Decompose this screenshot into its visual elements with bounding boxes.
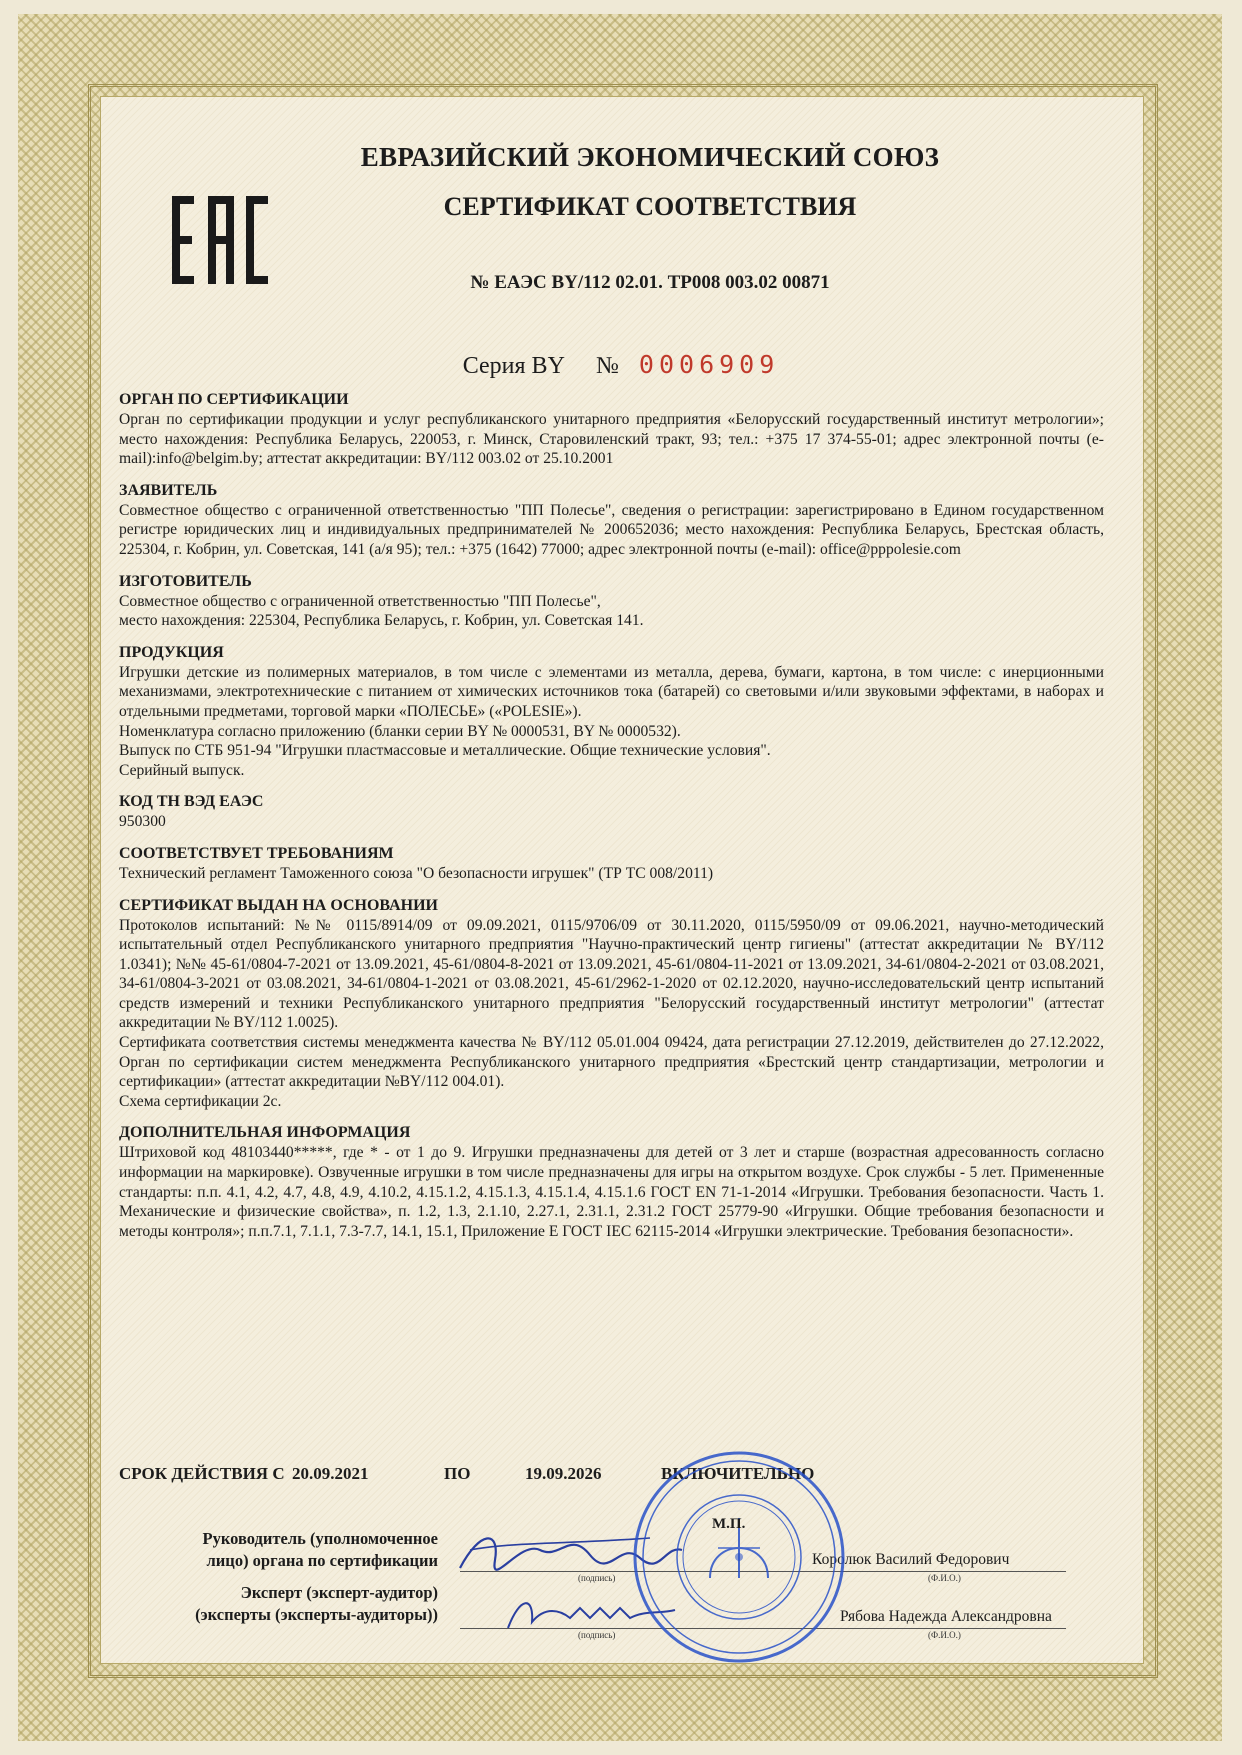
- union-title: ЕВРАЗИЙСКИЙ ЭКОНОМИЧЕСКИЙ СОЮЗ: [360, 142, 940, 172]
- expert-label-line1: Эксперт (эксперт-аудитор): [240, 1583, 438, 1602]
- certificate-content: [119, 390, 1104, 1253]
- section-text: Сертификата соответствия системы менеджмента качества № BY/112 05.01.004 09424, дата регистрации 27.12.2019, действителен до 27.12.2022, Орган по сертификации систем менеджмента Республиканского унитарного предприятия «Брестский центр стандартизации, метрологии и сертификации» (аттестат аккредитации №BY/112 004.01).: [119, 1034, 1104, 1091]
- head-label: [120, 1528, 438, 1572]
- section-text: Штриховой код 48103440*****, где * - от 1 до 9. Игрушки предназначены для детей от 3 лет и старше (возрастная адресованность согласно информации на маркировке). Озвученные игрушки в том числе предназначены для игры на открытом воздухе. Срок службы - 5 лет. Примененные стандарты: п.п. 4.1, 4.2, 4.7, 4.8, 4.9, 4.10.2, 4.15.1.2, 4.15.1.3, 4.15.1.4, 4.15.1.6 ГОСТ EN 71-1-2014 «Игрушки. Требования безопасности. Часть 1. Механические и физические свойства», п. 1.2, 1.3, 2.1.10, 2.27.1, 2.31.1, 2.31.2 ГОСТ 25779-90 «Игрушки. Общие требования безопасности и методы контроля»; п.п.7.1, 7.1.1, 7.3-7.7, 14.1, 15.1, Приложение Е ГОСТ IEC 62115-2014 «Игрушки электрические. Требования безопасности».: [119, 1144, 1104, 1240]
- section-title: ОРГАН ПО СЕРТИФИКАЦИИ: [119, 391, 349, 408]
- section-requirements: [119, 844, 1104, 884]
- sign-caption: (подпись): [578, 1630, 616, 1640]
- head-label-line2: лицо) органа по сертификации: [206, 1551, 438, 1570]
- section-title: КОД ТН ВЭД ЕАЭС: [119, 793, 264, 811]
- series-number: 0006909: [638, 350, 780, 379]
- series-label: Серия BY: [462, 353, 565, 379]
- section-text: Совместное общество с ограниченной ответственностью "ПП Полесье", сведения о регистрации: зарегистрировано в Едином государственном регистре юридических лиц и индивидуальных предпринимателей № 200652036; место нахождения: Республика Беларусь, Брестская область, 225304, г. Кобрин, ул. Советская, 141 (а/я 95); тел.: +375 (1642) 77000; адрес электронной почты (e-mail): office@pppolesie.com: [119, 501, 1104, 558]
- section-text: Совместное общество с ограниченной ответственностью "ПП Полесье",: [119, 592, 601, 610]
- section-text: Игрушки детские из полимерных материалов, в том числе с элементами из металла, дерева, бумаги, картона, в том числе: с инерционными механизмами, электротехнические с питанием от химических источников тока (батарей) со световыми и/или звуковыми эффектами, в наборах и отдельными предметами, торговой марки «ПОЛЕСЬЕ» («POLESIE»).: [119, 663, 1104, 720]
- validity-from: 20.09.2021: [292, 1464, 369, 1483]
- section-title: ДОПОЛНИТЕЛЬНАЯ ИНФОРМАЦИЯ: [119, 1124, 411, 1142]
- section-text: Выпуск по СТБ 951-94 "Игрушки пластмассовые и металлические. Общие технические условия".: [119, 742, 771, 760]
- validity-label: СРОК ДЕЙСТВИЯ С: [119, 1464, 285, 1483]
- series-number-sign: №: [596, 353, 619, 379]
- round-stamp: [630, 1448, 848, 1666]
- section-manufacturer: [119, 572, 1104, 631]
- section-text: 950300: [119, 813, 166, 831]
- section-basis: [119, 896, 1104, 1112]
- sign-caption: (подпись): [578, 1573, 616, 1583]
- expert-label: [120, 1582, 438, 1626]
- section-text: Серийный выпуск.: [119, 761, 245, 779]
- section-title: ПРОДУКЦИЯ: [119, 643, 224, 661]
- section-text: Технический регламент Таможенного союза "О безопасности игрушек" (ТР ТС 008/2011): [119, 864, 714, 882]
- validity-to: 19.09.2026: [525, 1464, 602, 1483]
- section-title: ИЗГОТОВИТЕЛЬ: [119, 572, 252, 590]
- section-hs-code: [119, 792, 1104, 832]
- fio-caption: (Ф.И.О.): [928, 1573, 961, 1583]
- certificate-number: № ЕАЭС BY/112 02.01. ТР008 003.02 00871: [470, 272, 830, 293]
- section-text: место нахождения: 225304, Республика Беларусь, г. Кобрин, ул. Советская 141.: [119, 612, 644, 630]
- fio-caption: (Ф.И.О.): [928, 1630, 961, 1640]
- section-title: СЕРТИФИКАТ ВЫДАН НА ОСНОВАНИИ: [119, 896, 438, 914]
- section-text: Номенклатура согласно приложению (бланки серии BY № 0000531, BY № 0000532).: [119, 722, 681, 740]
- eac-logo: [170, 196, 270, 284]
- section-title: СООТВЕТСТВУЕТ ТРЕБОВАНИЯМ: [119, 844, 394, 862]
- section-text: Орган по сертификации продукции и услуг республиканского унитарного предприятия «Белорусский государственный институт метрологии»; место нахождения: Республика Беларусь, 220053, г. Минск, Старовиленский тракт, 93; тел.: +375 17 374-55-01; адрес электронной почты (e-mail):info@belgim.by; аттестат аккредитации: BY/112 003.02 от 25.10.2001: [119, 411, 1104, 468]
- expert-name: Рябова Надежда Александровна: [840, 1608, 1052, 1625]
- section-title: ЗАЯВИТЕЛЬ: [119, 481, 218, 499]
- head-label-line1: Руководитель (уполномоченное: [202, 1529, 438, 1548]
- section-certification-body: [119, 390, 1104, 469]
- validity-to-label: ПО: [444, 1464, 471, 1483]
- validity-inclusive: ВКЛЮЧИТЕЛЬНО: [661, 1464, 815, 1483]
- section-applicant: [119, 481, 1104, 560]
- section-text: Протоколов испытаний: №№ 0115/8914/09 от 09.09.2021, 0115/9706/09 от 30.11.2020, 0115/5950/09 от 09.06.2021, научно-методический испытательный отдел Республиканского унитарного предприятия "Научно-практический центр гигиены" (аттестат аккредитации № BY/112 1.0341); №№ 45-61/0804-7-2021 от 13.09.2021, 45-61/0804-8-2021 от 13.09.2021, 45-61/0804-11-2021 от 13.09.2021, 34-61/0804-2-2021 от 03.08.2021, 34-61/0804-3-2021 от 03.08.2021, 34-61/0804-1-2021 от 03.08.2021, 45-61/2962-1-2020 от 02.12.2020, научно-исследовательский центр испытаний средств измерений и техники Республиканского унитарного предприятия "Белорусский государственный институт метрологии" (аттестат аккредитации № BY/112 1.0025).: [119, 916, 1104, 1032]
- certificate-title: СЕРТИФИКАТ СООТВЕТСТВИЯ: [443, 192, 857, 221]
- section-text: Схема сертификации 2с.: [119, 1092, 282, 1110]
- series-line: [0, 350, 1242, 380]
- section-products: [119, 643, 1104, 781]
- stamp-place-label: М.П.: [712, 1516, 746, 1532]
- head-name: Королюк Василий Федорович: [812, 1551, 1010, 1568]
- section-additional-info: [119, 1123, 1104, 1241]
- expert-label-line2: (эксперты (эксперты-аудиторы)): [195, 1605, 438, 1624]
